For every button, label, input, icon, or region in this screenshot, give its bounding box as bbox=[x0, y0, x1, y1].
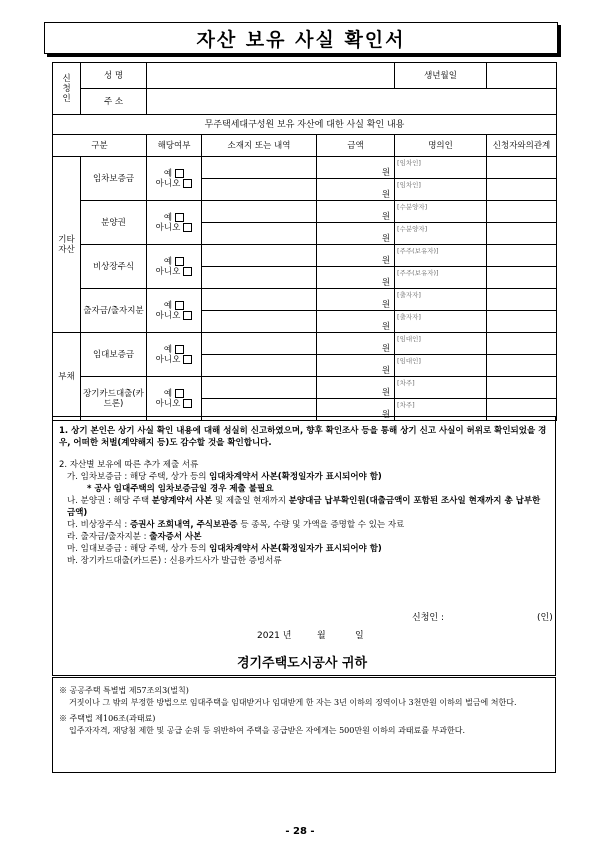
legal-notice bbox=[52, 677, 556, 773]
location-field[interactable] bbox=[202, 333, 317, 355]
no-checkbox[interactable] bbox=[183, 399, 192, 408]
applicable-choice: 예 아니오 bbox=[147, 289, 202, 333]
applicable-choice: 예 아니오 bbox=[147, 333, 202, 377]
location-field[interactable] bbox=[202, 267, 317, 289]
note-1: 1. 상기 본인은 상기 사실 확인 내용에 대해 성실히 신고하였으며, 향후 확인조사 등을 통해 상기 신고 사실이 허위로 확인되었을 경우, 어떠한 처벌(계약해지 등)도 감수할 것을 확인합니다. bbox=[59, 426, 547, 448]
relation-field[interactable] bbox=[487, 245, 557, 267]
address-label: 주 소 bbox=[81, 89, 147, 115]
note-ba: 바. 장기카드대출(카드론) : 신용카드사가 발급한 증빙서류 bbox=[67, 556, 282, 566]
applicable-choice: 예 아니오 bbox=[147, 157, 202, 201]
col-holder: 명의인 bbox=[395, 135, 487, 157]
yes-checkbox[interactable] bbox=[175, 389, 184, 398]
location-field[interactable] bbox=[202, 311, 317, 333]
col-category: 구분 bbox=[53, 135, 147, 157]
amount-field[interactable]: 원 bbox=[317, 179, 395, 201]
item-label: 비상장주식 bbox=[81, 245, 147, 289]
holder-field[interactable]: [주주(보유자)] bbox=[395, 245, 487, 267]
location-field[interactable] bbox=[202, 377, 317, 399]
no-checkbox[interactable] bbox=[183, 355, 192, 364]
location-field[interactable] bbox=[202, 355, 317, 377]
yes-checkbox[interactable] bbox=[175, 345, 184, 354]
holder-field[interactable]: [수분양자] bbox=[395, 223, 487, 245]
relation-field[interactable] bbox=[487, 201, 557, 223]
holder-field[interactable]: [수분양자] bbox=[395, 201, 487, 223]
holder-field[interactable]: [임대인] bbox=[395, 333, 487, 355]
applicant-side-label: 신청인 bbox=[53, 63, 81, 115]
yes-checkbox[interactable] bbox=[175, 213, 184, 222]
date-year: 2021 년 bbox=[257, 631, 292, 641]
applicant-sign-label: 신청인 : bbox=[412, 613, 444, 623]
amount-field[interactable]: 원 bbox=[317, 377, 395, 399]
relation-field[interactable] bbox=[487, 333, 557, 355]
item-label: 장기카드대출(카드론) bbox=[81, 377, 147, 421]
relation-field[interactable] bbox=[487, 355, 557, 377]
location-field[interactable] bbox=[202, 289, 317, 311]
holder-field[interactable]: [주주(보유자)] bbox=[395, 267, 487, 289]
holder-field[interactable]: [임대인] bbox=[395, 355, 487, 377]
amount-field[interactable]: 원 bbox=[317, 355, 395, 377]
no-checkbox[interactable] bbox=[183, 311, 192, 320]
note-ga: 가. 임차보증금 : 해당 주택, 상가 등의 임대차계약서 사본(확정일자가 표시되어야 함) bbox=[67, 472, 382, 482]
date-month: 월 bbox=[317, 631, 326, 641]
law2-title: ※ 주택법 제106조(과태료) bbox=[59, 714, 156, 723]
location-field[interactable] bbox=[202, 179, 317, 201]
document-title: 자산 보유 사실 확인서 bbox=[44, 22, 558, 54]
holder-field[interactable]: [임차인] bbox=[395, 179, 487, 201]
relation-field[interactable] bbox=[487, 289, 557, 311]
applicable-choice: 예 아니오 bbox=[147, 201, 202, 245]
applicable-choice: 예 아니오 bbox=[147, 245, 202, 289]
amount-field[interactable]: 원 bbox=[317, 399, 395, 421]
note-ra: 라. 출자금/출자지분 : 출자증서 사본 bbox=[67, 532, 202, 542]
law1-text: 거짓이나 그 밖의 부정한 방법으로 임대주택을 임대받거나 임대받게 한 자는 3년 이하의 징역이나 3천만원 이하의 벌금에 처한다. bbox=[69, 698, 517, 707]
amount-field[interactable]: 원 bbox=[317, 245, 395, 267]
name-label: 성 명 bbox=[81, 63, 147, 89]
amount-field[interactable]: 원 bbox=[317, 311, 395, 333]
signature-area bbox=[52, 610, 552, 671]
holder-field[interactable]: [출자자] bbox=[395, 311, 487, 333]
amount-field[interactable]: 원 bbox=[317, 157, 395, 179]
location-field[interactable] bbox=[202, 245, 317, 267]
group-label: 기타자산 bbox=[53, 157, 81, 333]
item-label: 임대보증금 bbox=[81, 333, 147, 377]
note-2: 2. 자산별 보유에 따른 추가 제출 서류 bbox=[59, 460, 199, 470]
item-label: 분양권 bbox=[81, 201, 147, 245]
holder-field[interactable]: [차주] bbox=[395, 399, 487, 421]
holder-field[interactable]: [차주] bbox=[395, 377, 487, 399]
applicable-choice: 예 아니오 bbox=[147, 377, 202, 421]
date-day: 일 bbox=[355, 631, 364, 641]
col-applicable: 해당여부 bbox=[147, 135, 202, 157]
birth-label: 생년월일 bbox=[395, 63, 487, 89]
note-da: 다. 비상장주식 : 증권사 조회내역, 주식보관증 등 종목, 수량 및 가액을 증명할 수 있는 자료 bbox=[67, 520, 405, 530]
yes-checkbox[interactable] bbox=[175, 301, 184, 310]
relation-field[interactable] bbox=[487, 311, 557, 333]
note-ga-sub: * 공사 임대주택의 임차보증금일 경우 제출 불필요 bbox=[87, 484, 274, 494]
amount-field[interactable]: 원 bbox=[317, 223, 395, 245]
no-checkbox[interactable] bbox=[183, 267, 192, 276]
col-amount: 금액 bbox=[317, 135, 395, 157]
relation-field[interactable] bbox=[487, 223, 557, 245]
relation-field[interactable] bbox=[487, 179, 557, 201]
seal-mark: (인) bbox=[537, 613, 553, 623]
law2-text: 입주자자격, 재당첨 제한 및 공급 순위 등 위반하여 주택을 공급받은 자에게는 500만원 이하의 과태료를 부과한다. bbox=[69, 726, 465, 735]
relation-field[interactable] bbox=[487, 267, 557, 289]
col-location: 소재지 또는 내역 bbox=[202, 135, 317, 157]
amount-field[interactable]: 원 bbox=[317, 201, 395, 223]
group-label: 부채 bbox=[53, 333, 81, 421]
location-field[interactable] bbox=[202, 201, 317, 223]
holder-field[interactable]: [출자자] bbox=[395, 289, 487, 311]
page-number: - 28 - bbox=[285, 826, 315, 837]
law1-title: ※ 공공주택 특별법 제57조의3(벌칙) bbox=[59, 686, 189, 695]
section-title: 무주택세대구성원 보유 자산에 대한 사실 확인 내용 bbox=[53, 115, 557, 135]
relation-field[interactable] bbox=[487, 157, 557, 179]
note-na: 나. 분양권 : 해당 주택 분양계약서 사본 및 제출일 현재까지 분양대금 납부확인원(대출금액이 포함된 조사일 현재까지 총 납부한 금액) bbox=[67, 496, 541, 518]
birth-field[interactable] bbox=[487, 63, 557, 89]
amount-field[interactable]: 원 bbox=[317, 267, 395, 289]
yes-checkbox[interactable] bbox=[175, 169, 184, 178]
col-relation: 신청자와의관계 bbox=[487, 135, 557, 157]
item-label: 출자금/출자지분 bbox=[81, 289, 147, 333]
no-checkbox[interactable] bbox=[183, 223, 192, 232]
location-field[interactable] bbox=[202, 157, 317, 179]
amount-field[interactable]: 원 bbox=[317, 333, 395, 355]
no-checkbox[interactable] bbox=[183, 179, 192, 188]
holder-field[interactable]: [임차인] bbox=[395, 157, 487, 179]
item-label: 임차보증금 bbox=[81, 157, 147, 201]
note-ma: 마. 임대보증금 : 해당 주택, 상가 등의 임대차계약서 사본(확정일자가 표시되어야 함) bbox=[67, 544, 382, 554]
yes-checkbox[interactable] bbox=[175, 257, 184, 266]
address-field[interactable] bbox=[147, 89, 557, 115]
amount-field[interactable]: 원 bbox=[317, 289, 395, 311]
location-field[interactable] bbox=[202, 223, 317, 245]
recipient: 경기주택도시공사 귀하 bbox=[236, 656, 368, 671]
name-field[interactable] bbox=[147, 63, 395, 89]
relation-field[interactable] bbox=[487, 377, 557, 399]
asset-table bbox=[52, 62, 557, 421]
